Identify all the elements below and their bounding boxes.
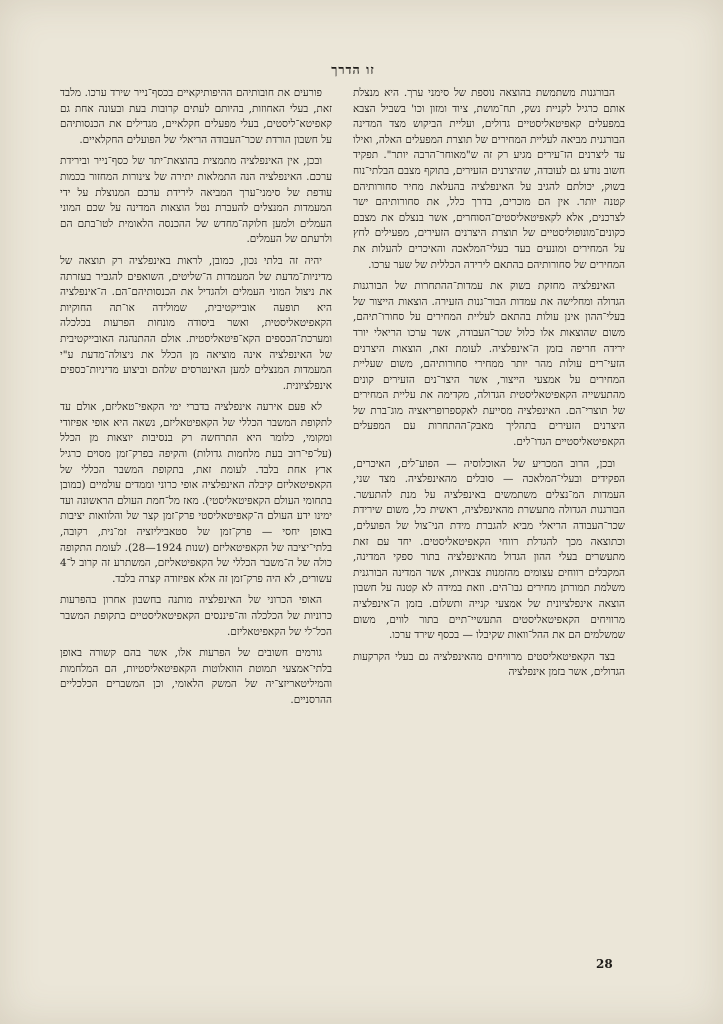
paragraph: פורעים את חובותיהם ההיפותיקאיים בכסף־נייר שירד ערכו. מלבד זאת, בעלי האחוזות, בהיותם לעתים קרובות בעת ובעונה אחת גם קאפיטא־ליסטים, בעלי מפעלים חקלאיים, מגדילים את הכנסותיהם על חשבון הורדת שכר־העבודה הריאלי של הפועלים החקלאיים.	[60, 87, 332, 146]
paragraph: בצד הקאפיטאליסטים מרוויחים מהאינפלציה גם בעלי הקרקעות הגדולים, אשר בזמן אינפלציה	[353, 650, 625, 679]
page-number: 28	[596, 957, 613, 971]
paragraph: הבורגנות משתמשת בהוצאה נוספת של סימני ערך. היא מנצלת אותם כרגיל לקניית נשק, תח־מושת, ציוד ומזון וכו' בשביל הצבא במפעלים קאפיטאליסטיים גדולים, ועליית הביקוש מצד המדינה הבורגנית מביאה לעליית המחירים של תוצרת המפעלים האלה, ואילו עד ליצרנים הז־עירים מגיע רק זה ש"מאוחר־הרבה יותר". תפקיד חשוב נודע גם לעובדה, שהיצרנים הזעירים, בתוקף מצבם הבלתי־נוח בשוק, יכולתם להגיב על האינפלציה בהעלאת מחיר סחורותיהם קטנה יותר. אין הם מוכרים, בדרך כלל, את סחורותיהם ישר לצרכנים, אלא לקאפיטאליסטים־הסוחרים, אשר בנצלם את מצבם כקונים־מונופוליסטיים של תוצרת היצרנים הזעירים, מפעילים לחץ על המחירים ומונעים בעד בעלי־המלאכה והאיכרים להעלות את המחירים של סחורותיהם בהתאם לירידה הכללית של שער ערכו.	[353, 87, 625, 271]
paragraph: גורמים חשובים של הפרעות אלו, אשר בהם קשורה באופן בלתי־אמצעי תמוטת הוואלוטות הקאפיטאליסטיות, הם המלחמות והמיליטאריזצ־יה של המשק הלאומי, וכן המשברים הכלכליים ההרסניים.	[60, 647, 332, 706]
paragraph: האופי הכרוני של האינפלציה מותנה בחשבון אחרון בהפרעות כרוניות של הכלכלה וה־פיננסים הקאפיטאליסטיים בתקופת המשבר הכל־לי של הקאפיטאליזם.	[60, 594, 332, 638]
paragraph: יהיה זה בלתי נכון, כמובן, לראות באינפלציה רק תוצאה של מדיניות־מדעת של המעמדות ה־שליטים, השואפים להגביר בעזרתה את ניצול המוני העמלים ולהגדיל את הכנסותיהם־הם. ה־אינפלציה היא תופעה אובייקטיבית, שמולידה או־תה החוקיות הקאפיטאליסטית, ואשר ביסודה מונחות הפרעות בכלכלה ומערכת־הכספים הקא־פיטאליסטית. אולם ההתנהגה האובייקטיבית של האינפלציה אינה מוציאה מן הכלל את ניצולה־מדעת ע"י המעמדות המנצלים למען האינטרסים שלהם וביצוע מדיניות־כספים אינפלציונית.	[60, 254, 332, 392]
paragraph: ובכן, הרוב המכריע של האוכלוסיה — הפוע־לים, האיכרים, הפקידים ובעלי־המלאכה — סובלים מהאינפלציה. מצד שני, העמדות המ־נצלים משתמשים באינפלציה על מנת להתעשר. הבורגנות הגדולה מתעשרת מהאינפלציה, ראשית כל, משום שירידת שכר־העבודה הריאלי מביא להגברת מידת הני־צול של הפועלים, וכתוצאה מכך להגדלת רווחי הקאפיטאליסטים. יחד עם זאת מתעשרים בעלי ההון הגדול מהאינפלציה בתור ספקי המדינה, המקבלים רווחים עצומים מהזמנות צבאיות, אשר המדינה הבורגנית משלמת תמורתן מחירים גבו־הים. וזאת במידה לא קטנה על חשבון הוצאה אינפלציונית של אמצעי קנייה ותשלום. בזמן ה־אינפלציה מרוויחים הקאפיטאליסטים התעשיי־תיים בתור לווים, משום שמשלמים הם את ההל־וואות שקיבלו — בכסף שירד ערכו.	[353, 457, 625, 642]
running-head: זו הדרך	[331, 62, 375, 77]
paragraph: לא פעם אירעה אינפלציה בדברי ימי הקאפי־טאליזם, אולם עד לתקופת המשבר הכללי של הקאפיטאליזם, נשאה היא אופי אפיזודי ומקומי, כלומר היא התרחשה רק בנסיבות יוצאות מן הכלל (על־פי־רוב בעת מלחמות גדולות) והקיפה בפרק־זמן מסוים כרגיל ארץ אחת בלבד. לעומת זאת, בתקופת המשבר הכללי של הקאפיטאליזם קיבלה האינפלציה אופי כרוני וממדים עולמיים (כמובן בתחומי העולם הקאפיטאליסטי). מאז מל־חמת העולם הראשונה ועד ימינו ידע העולם ה־קאפיטאליסטי פרק־זמן קצר של והלוואות יציבות באופן יחסי — פרק־זמן של סטאביליזציה זמ־נית, רקובה, בלתי־יציבה של הקאפיטאליזם (שנות 1924—28). לעומת התקופה כולה של ה־משבר הכללי של הקאפיטאליזם, המשתרע זה קרוב ל־4 עשורים, לא היה פרק־זמן זה אלא אפיזודה קצרה בלבד.	[60, 401, 332, 585]
right-text-column	[353, 86, 625, 958]
paragraph: האינפלציה מחזקת בשוק את עמדות־ההתחרות של הבורגנות הגדולה ומחלישה את עמדות הבור־גנות הזעירה. הוצאות הייצור של בעלי־ההון אינן עולות בהתאם לעליית המחירים על סחורו־תיהם, משום שהוצאות אלו כלול שכר־העבודה, אשר ערכו הריאלי יורד ירידה חריפה בזמן ה־אינפלציה. לעומת זאת, הוצאות היצרנים הזעי־רים עולות מהר יותר ממחירי סחורותיהם, משום שעליית המחירים על אמצעי הייצור, אשר היצר־נים הזעירים קונים מהתעשייה הקאפיטאליסטית הגדולה, מקדימה את עליית המחירים של תוצרי־הם. האינפלציה מסייעת לאקספרופריאציה מוג־ברת של היצרנים הזעירים בתהליך מאבק־ההתחרות עם המפעלים הקאפיטאליסטיים הגדו־לים.	[353, 280, 625, 449]
left-text-column	[60, 86, 332, 882]
paragraph: ובכן, אין האינפלציה מתמצית בהוצאת־יתר של כסף־נייר ובירידת ערכם. האינפלציה הנה התמלאות יתירה של צינורות המחזור בכמות עודפת של סימני־ערך המביאה לירידת ערכם המנוצלת על ידי המעמדות המנצלים להעברת נטל הוצאות המדינה על שכם המוני העמלים ולמען חלוקה־מחדש של ההכנסה הלאומית לטו־בתם הם ולרעתם של העמלים.	[60, 155, 332, 246]
